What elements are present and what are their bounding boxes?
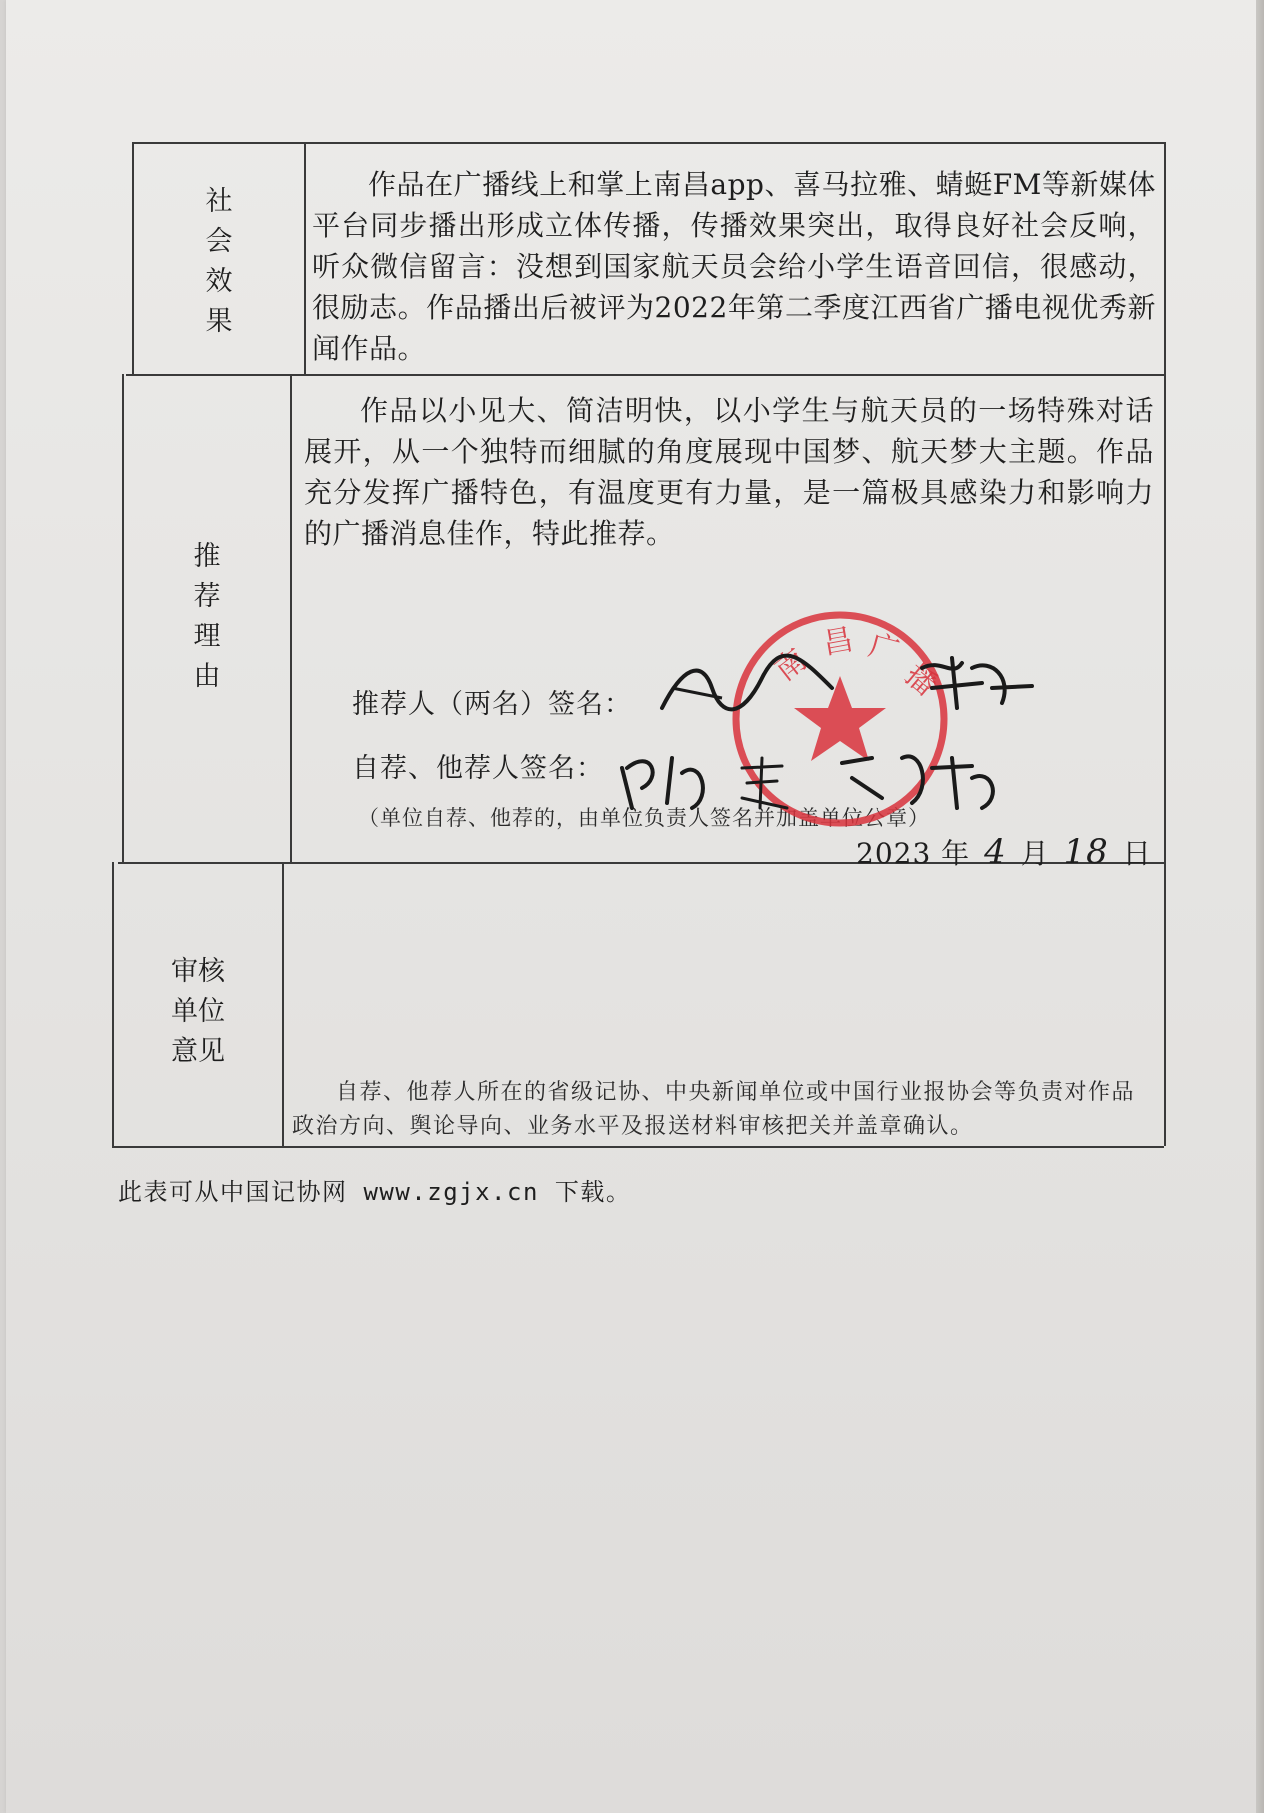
label-line: 审核 xyxy=(171,956,225,987)
label-char: 会 xyxy=(205,226,233,257)
date-month-unit: 月 xyxy=(1020,837,1050,870)
label-char: 荐 xyxy=(193,581,221,612)
signing-date xyxy=(856,832,1152,872)
recommender-signature-label: 推荐人（两名）签名： xyxy=(352,689,632,720)
social-effect-text xyxy=(312,164,1156,369)
label-char: 果 xyxy=(205,306,233,337)
social-effect-label xyxy=(134,162,304,362)
self-recommender-signatures xyxy=(612,738,1032,818)
label-char: 推 xyxy=(193,541,221,572)
label-char: 效 xyxy=(205,266,233,297)
review-opinion-label xyxy=(114,942,282,1082)
label-column-divider-3 xyxy=(282,862,284,1146)
date-year: 2023 年 xyxy=(856,837,971,870)
svg-text:昌: 昌 xyxy=(820,622,856,662)
recommendation-reason-label xyxy=(124,532,290,702)
recommendation-reason-paragraph: 作品以小见大、简洁明快，以小学生与航天员的一场特殊对话展开，从一个独特而细腻的角度展现中国梦、航天梦大主题。作品充分发挥广播特色，有温度更有力量，是一篇极具感染力和影响力的广播消息佳作，特此推荐。 xyxy=(304,394,1154,550)
date-day-unit: 日 xyxy=(1122,837,1152,870)
label-column-divider-1 xyxy=(304,142,306,374)
label-line: 单位 xyxy=(171,996,225,1027)
label-column-divider-2 xyxy=(290,374,292,862)
table-border-top xyxy=(134,142,1164,144)
date-month: 4 xyxy=(984,832,1007,872)
social-effect-paragraph: 作品在广播线上和掌上南昌app、喜马拉雅、蜻蜓FM等新媒体平台同步播出形成立体传播，传播效果突出，取得良好社会反响，听众微信留言：没想到国家航天员会给小学生语音回信，很感动，很励志。作品播出后被评为2022年第二季度江西省广播电视优秀新闻作品。 xyxy=(312,168,1156,365)
download-source-footer: 此表可从中国记协网 www.zgjx.cn 下载。 xyxy=(118,1178,632,1206)
row-divider-1 xyxy=(126,374,1166,376)
review-unit-note: 自荐、他荐人所在的省级记协、中央新闻单位或中国行业报协会等负责对作品政治方向、舆论导向、业务水平及报送材料审核把关并盖章确认。 xyxy=(292,1080,1136,1139)
label-char: 社 xyxy=(205,186,233,217)
svg-text:南: 南 xyxy=(768,642,814,689)
table-border-right xyxy=(1164,142,1166,1146)
self-recommender-signature-label: 自荐、他荐人签名： xyxy=(352,753,604,784)
date-day: 18 xyxy=(1063,832,1109,872)
label-char: 理 xyxy=(193,621,221,652)
label-line: 意见 xyxy=(171,1036,225,1067)
page-edge xyxy=(1256,0,1264,1813)
label-char: 由 xyxy=(193,661,221,692)
unit-seal-note: （单位自荐、他荐的，由单位负责人签名并加盖单位公章） xyxy=(358,806,930,830)
svg-text:播: 播 xyxy=(897,657,944,704)
svg-text:广: 广 xyxy=(864,627,903,670)
recommender-signatures xyxy=(652,648,1072,728)
table-border-bottom xyxy=(112,1146,1164,1148)
recommendation-reason-text xyxy=(304,390,1154,554)
